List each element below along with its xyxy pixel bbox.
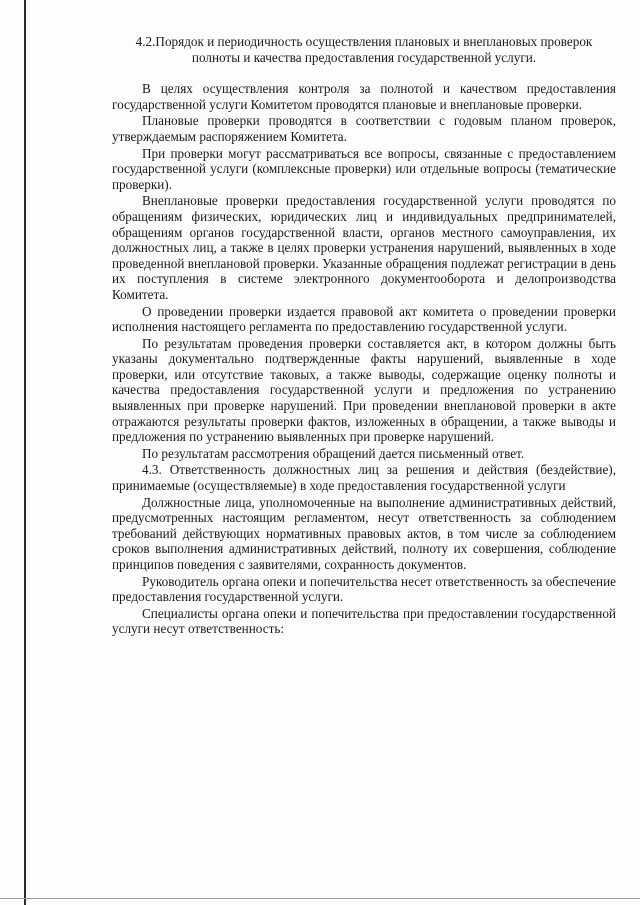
paragraph: При проверки могут рассматриваться все вопросы, связанные с предоставлением государственной услуги (комплексные проверки) или отдельные вопросы (тематические проверки).: [112, 145, 616, 192]
paragraph: Руководитель органа опеки и попечительства несет ответственность за обеспечение предоставления государственной услуги.: [112, 573, 616, 605]
paragraph: В целях осуществления контроля за полнотой и качеством предоставления государственной услуги Комитетом проводятся плановые и внеплановые проверки.: [112, 81, 616, 112]
paragraph: Плановые проверки проводятся в соответствии с годовым планом проверок, утверждаемым распоряжением Комитета.: [112, 113, 616, 144]
document-body: [112, 34, 616, 637]
binding-edge-line: [24, 0, 26, 905]
page-bottom-edge: [0, 898, 640, 899]
paragraph: По результатам рассмотрения обращений дается письменный ответ.: [142, 445, 525, 461]
section-paragraph: 4.3. Ответственность должностных лиц за решения и действия (бездействие), принимаемые (осуществляемые) в ходе предоставления государственной услуги: [112, 462, 616, 494]
paragraph: Должностные лица, уполномоченные на выполнение административных действий, предусмотренных настоящим регламентом, несут ответственность за соблюдением требований действующих нормативных правовых актов, в том числе за соблюдением сроков выполнения административных действий, полноту их совершения, соблюдение принципов поведения с заявителями, сохранность документов.: [112, 494, 616, 572]
paragraph: По результатам проведения проверки составляется акт, в котором должны быть указаны документально подтвержденные факты нарушений, выявленные в ходе проверки, или отсутствие таковых, а также выводы, содержащие оценку полноты и качества предоставления государственной услуги и предложения по устранению выявленных при проверке нарушений. При проведении внеплановой проверки в акте отражаются результаты проверки фактов, изложенных в обращении, а также выводы и предложения по устранению выявленных при проверке нарушений.: [112, 335, 616, 445]
paragraph: О проведении проверки издается правовой акт комитета о проведении проверки исполнения настоящего регламента по предоставлению государственной услуги.: [112, 303, 616, 335]
paragraph: Специалисты органа опеки и попечительства при предоставлении государственной услуги несут ответственность:: [112, 605, 616, 637]
section-heading: 4.2.Порядок и периодичность осуществления плановых и внеплановых проверок полноты и качества предоставления государственной услуги.: [135, 34, 593, 65]
paragraph: Внеплановые проверки предоставления государственной услуги проводятся по обращениям физических, юридических лиц и индивидуальных предпринимателей, обращениям органов государственной власти, органов местного самоуправления, их должностных лиц, а также в целях проверки устранения нарушений, выявленных в ходе проведенной внеплановой проверки. Указанные обращения подлежат регистрации в день их поступления в системе электронного документооборота и делопроизводства Комитета.: [112, 193, 616, 302]
